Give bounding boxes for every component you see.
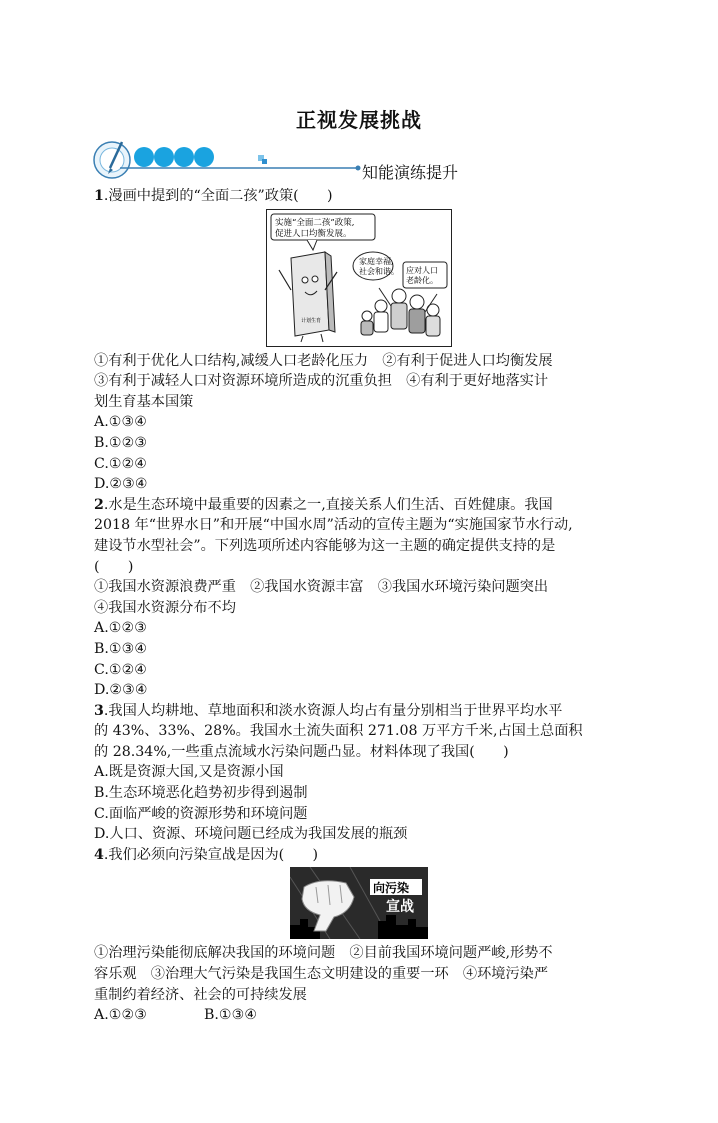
statement-line: ①有利于优化人口结构,减缓人口老龄化压力 ②有利于促进人口均衡发展 [94, 352, 553, 369]
question-3 [94, 701, 614, 845]
question-number: 3 [94, 702, 104, 719]
book-character [279, 252, 337, 342]
option-b[interactable]: B.①③④ [94, 640, 148, 657]
fist-icon [290, 867, 428, 939]
bubble2-line2: 社会和谐。 [359, 266, 399, 276]
option-b[interactable]: B.①③④ [204, 1007, 258, 1024]
option-a[interactable]: A.①③④ [94, 414, 147, 431]
stem-line: .水是生态环境中最重要的因素之一,直接关系人们生活、百姓健康。我国 [103, 496, 553, 513]
stem-line: 的 28.34%,一些重点流域水污染问题凸显。材料体现了我国( ) [94, 743, 509, 760]
question-number: 2 [94, 496, 104, 513]
poster-figure [290, 867, 428, 939]
question-1 [94, 186, 614, 495]
poster-text-2: 宣战 [386, 899, 414, 916]
question-list [94, 186, 614, 1026]
question-stem [94, 845, 614, 866]
banner-dots [134, 147, 214, 167]
question-number: 4 [94, 846, 104, 863]
question-4 [94, 845, 614, 1026]
bubble1-line1: 实施“全面二孩”政策, [275, 217, 355, 228]
option-c[interactable]: C.①②④ [94, 661, 148, 678]
pen-icon [94, 142, 130, 178]
stem-line: .我们必须向污染宣战是因为( ) [103, 846, 319, 863]
stem-line: ( ) [94, 558, 134, 575]
page-title: 正视发展挑战 [296, 108, 422, 132]
statement-line: ③有利于减轻人口对资源环境所造成的沉重负担 ④有利于更好地落实计 [94, 373, 549, 390]
banner-text: 知能演练提升 [362, 163, 459, 182]
option-a[interactable]: A.①②③ [94, 620, 147, 637]
bubble3-line2: 老龄化。 [406, 275, 438, 285]
family-cartoon-icon [267, 210, 451, 346]
question-stem [94, 701, 614, 722]
stem-line: 建设节水型社会”。下列选项所述内容能够为这一主题的确定提供支持的是 [94, 537, 556, 554]
option-c[interactable]: C.面临严峻的资源形势和环境问题 [94, 805, 308, 822]
option-d[interactable]: D.人口、资源、环境问题已经成为我国发展的瓶颈 [94, 826, 408, 843]
statement-line: 重制约着经济、社会的可持续发展 [94, 986, 307, 1003]
family-group [361, 288, 440, 336]
option-b[interactable]: B.生态环境恶化趋势初步得到遏制 [94, 785, 308, 802]
book-label: 计划生育 [301, 317, 322, 324]
statement-line: ①我国水资源浪费严重 ②我国水资源丰富 ③我国水环境污染问题突出 [94, 579, 549, 596]
stem-line: 2018 年“世界水日”和开展“中国水周”活动的宣传主题为“实施国家节水行动, [94, 517, 573, 534]
bubble2-line1: 家庭幸福, [359, 256, 394, 266]
option-b[interactable]: B.①②③ [94, 434, 148, 451]
option-a[interactable]: A.既是资源大国,又是资源小国 [94, 764, 284, 781]
bubble1-line2: 促进人口均衡发展。 [275, 228, 352, 239]
stem-line: 的 43%、33%、28%。我国水土流失面积 271.08 万平方千米,占国土总面积 [94, 723, 583, 740]
option-d[interactable]: D.②③④ [94, 476, 148, 493]
cartoon-figure [266, 209, 452, 347]
bubble3-line1: 应对人口 [406, 265, 438, 275]
question-stem [94, 186, 614, 207]
poster-text-1: 向污染 [373, 881, 410, 896]
statement-line: ④我国水资源分布不均 [94, 599, 236, 616]
question-number: 1 [94, 188, 104, 204]
statement-line: 划生育基本国策 [94, 393, 194, 410]
option-a[interactable]: A.①②③ [94, 1007, 147, 1024]
option-c[interactable]: C.①②④ [94, 455, 148, 472]
options-row [94, 1005, 614, 1026]
statement-line: 容乐观 ③治理大气污染是我国生态文明建设的重要一环 ④环境污染严 [94, 966, 549, 983]
statement-line: ①治理污染能彻底解决我国的环境问题 ②目前我国环境问题严峻,形势不 [94, 945, 553, 962]
stem-line: .我国人均耕地、草地面积和淡水资源人均占有量分别相当于世界平均水平 [103, 702, 563, 719]
question-2 [94, 495, 614, 701]
question-stem [94, 495, 614, 516]
stem-line: .漫画中提到的“全面二孩”政策( ) [103, 188, 333, 204]
option-d[interactable]: D.②③④ [94, 682, 148, 699]
